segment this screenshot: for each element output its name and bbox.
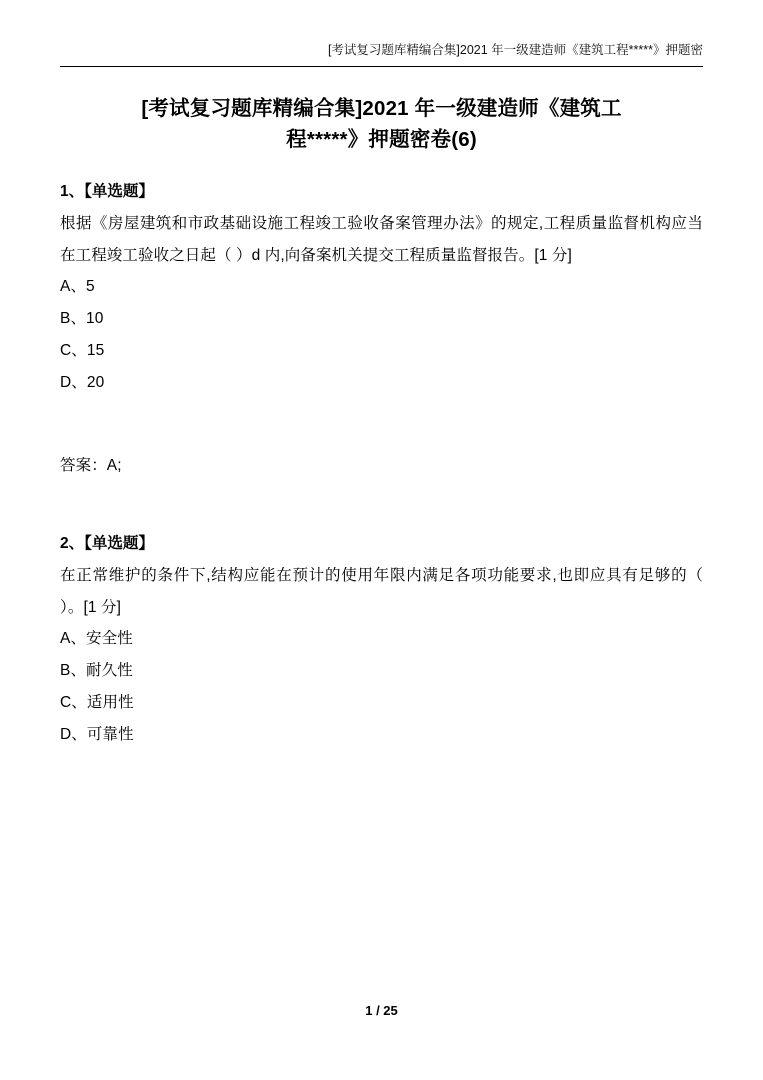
question-2-stem: 在正常维护的条件下,结构应能在预计的使用年限内满足各项功能要求,也即应具有足够的（ ）。[1 分] [60, 566, 703, 616]
question-2-option-c: C、适用性 [60, 693, 134, 711]
page-title-line-1: [考试复习题库精编合集]2021 年一级建造师《建筑工 [141, 96, 622, 120]
question-1-stem: 根据《房屋建筑和市政基础设施工程竣工验收备案管理办法》的规定,工程质量监督机构应当在工程竣工验收之日起（ ）d 内,向备案机关提交工程质量监督报告。[1 分] [60, 214, 703, 264]
question-2-option-d: D、可靠性 [60, 725, 134, 743]
question-1-label: 1、【单选题】 [60, 183, 154, 201]
question-1-option-a: A、5 [60, 278, 95, 296]
header-divider [60, 66, 703, 67]
question-2-option-a: A、安全性 [60, 630, 133, 648]
question-2-label: 2、【单选题】 [60, 535, 154, 553]
question-1-option-c: C、15 [60, 341, 105, 359]
spacer-after-question-1-options [60, 398, 703, 450]
page-title [60, 93, 703, 157]
document-body [60, 176, 703, 750]
running-header: [考试复习题库精编合集]2021 年一级建造师《建筑工程*****》押题密 [327, 43, 703, 57]
question-1-option-d: D、20 [60, 373, 105, 391]
question-1-option-b: B、10 [60, 310, 104, 328]
page-title-line-2: 程*****》押题密卷(6) [286, 128, 477, 152]
spacer-before-question-2 [60, 482, 703, 526]
question-1-answer: 答案：A; [60, 457, 122, 475]
page-footer: 1 / 25 [365, 1003, 398, 1018]
question-2-option-b: B、耐久性 [60, 662, 133, 680]
